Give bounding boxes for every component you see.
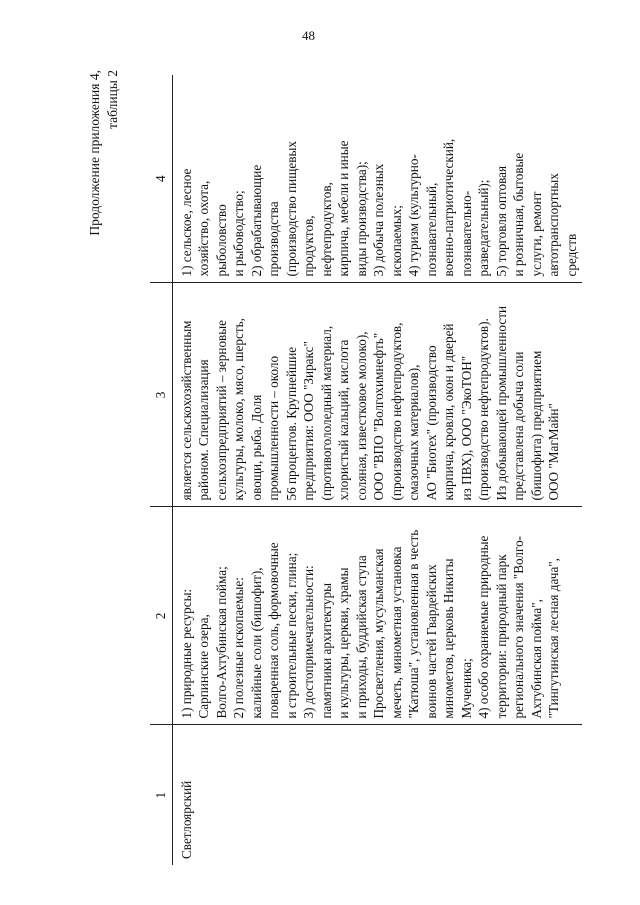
cell-line: кирпича, кровли, окон и дверей (441, 323, 456, 501)
cell-line: хозяйство, охота, (196, 180, 211, 277)
cell-line: и розничная, бытовые (511, 152, 526, 277)
caption-line-1: Продолжение приложения 4, (87, 70, 102, 236)
cell-line: (производство пищевых (283, 141, 299, 277)
cell-line: разведательный); (476, 179, 491, 277)
cell-line: АО "Биотех" (производство (423, 345, 439, 501)
cell-line: 2) обрабатывающие (248, 164, 264, 277)
cell-line: Просветления, мусульманская (371, 548, 386, 719)
cell-line: Ахтубинская пойма", (528, 599, 544, 719)
header-col-4: 4 (150, 75, 172, 283)
header-col-3: 3 (150, 283, 172, 507)
cell-line: 4) особо охраняемые природные (476, 535, 491, 719)
cell-line: Сарпинские озера, (196, 614, 211, 719)
district-name (172, 725, 582, 865)
cell-line: смазочных материалов), (406, 364, 421, 501)
cell-line: хлористый кальций, кислота (336, 339, 351, 501)
cell-line: (бишофита) предприятием (528, 350, 544, 501)
economy-cell (172, 283, 582, 507)
cell-line: автотранспортных (546, 173, 561, 277)
cell-line: и культуры, церкви, храмы (336, 567, 351, 719)
cell-line: военно-патриотический, (441, 138, 456, 277)
cell-line: 2) полезные ископаемые: (231, 577, 246, 719)
header-col-2: 2 (150, 507, 172, 725)
cell-line: минометов, церковь Никиты (441, 558, 456, 719)
cell-line: овощи, рыба. Доля (248, 394, 264, 501)
cell-line: 1) природные ресурсы: (178, 588, 194, 719)
header-col-1: 1 (150, 725, 172, 865)
cell-line: Из добывающей промышленности (493, 305, 509, 501)
activities-cell (172, 75, 582, 283)
cell-line: "Катюша", установленная в честь (406, 529, 421, 719)
cell-line: ООО "ВПО "Волгохимнефть" (371, 332, 386, 501)
district-label: Светлоярский (178, 780, 194, 859)
cell-line: представлена добыча соли (511, 351, 526, 501)
cell-line: районом. Специализация (196, 359, 211, 501)
cell-line: и строительные пески, глина; (283, 552, 299, 719)
resources-cell (172, 507, 582, 725)
cell-line: является сельскохозяйственным (178, 320, 194, 501)
cell-line: 56 процентов. Крупнейшие (283, 346, 299, 501)
table-caption (86, 70, 122, 905)
cell-line: калийные соли (бишофит), (248, 567, 264, 719)
cell-line: памятники архитектуры (318, 582, 334, 719)
page-number: 48 (302, 28, 315, 43)
cell-line: кирпича, мебели и иные (336, 140, 351, 277)
caption-line-2: таблицы 2 (105, 70, 120, 129)
cell-line: (производство нефтепродуктов, (388, 322, 404, 501)
cell-line: познавательно- (458, 190, 474, 277)
cell-line: средств (563, 233, 579, 277)
cell-line: ООО "МагМайн" (546, 403, 561, 501)
cell-line: 3) добыча полезных (371, 163, 386, 277)
table-row (172, 75, 582, 865)
cell-line: сельхозпредприятий – зерновые (213, 320, 229, 501)
cell-line: ископаемых; (388, 205, 404, 277)
data-table (150, 75, 582, 865)
cell-line: Волго-Ахтубинская пойма; (213, 566, 229, 719)
cell-line: 3) достопримечательности: (301, 565, 316, 719)
cell-line: нефтепродуктов, (318, 182, 334, 277)
cell-line: продуктов, (301, 215, 316, 277)
cell-line: и рыбоводство; (231, 190, 246, 277)
cell-line: (производство нефтепродуктов). (476, 318, 491, 501)
rotated-page (0, 25, 640, 905)
cell-line: рыболовство (213, 204, 229, 277)
cell-line: виды производства); (353, 161, 369, 277)
cell-line: 4) туризм (культурно- (406, 154, 421, 277)
cell-line: из ПВХ), ООО "ЭкоТОН" (458, 355, 474, 501)
cell-line: культуры, молоко, мясо, шерсть, (231, 318, 246, 501)
cell-line: услуги, ремонт (528, 191, 544, 277)
cell-line: территории: природный парк (493, 554, 509, 719)
cell-line: и приходы, буддийская ступа (353, 555, 369, 719)
cell-line: мечеть, минометная установка (388, 546, 404, 719)
cell-line: регионального значения "Волго- (511, 535, 526, 719)
cell-line: 1) сельское, лесное (178, 168, 194, 277)
cell-line: Мученика; (458, 658, 474, 719)
header-row (150, 75, 172, 865)
cell-line: (противогололедный материал, (318, 325, 334, 501)
cell-line: предприятия: ООО "Зиракс" (301, 341, 316, 501)
cell-line: "Тингутинская лесная дача", (546, 558, 561, 719)
cell-line: познавательный, (423, 182, 439, 277)
cell-line: воинов частей Гвардейских (423, 564, 439, 719)
cell-line: поваренная соль, формовочные (266, 542, 281, 719)
cell-line: производства (266, 201, 281, 277)
cell-line: 5) торговля оптовая (493, 165, 509, 277)
cell-line: промышленности – около (266, 355, 281, 501)
cell-line: соляная, известковое молоко), (353, 331, 369, 501)
